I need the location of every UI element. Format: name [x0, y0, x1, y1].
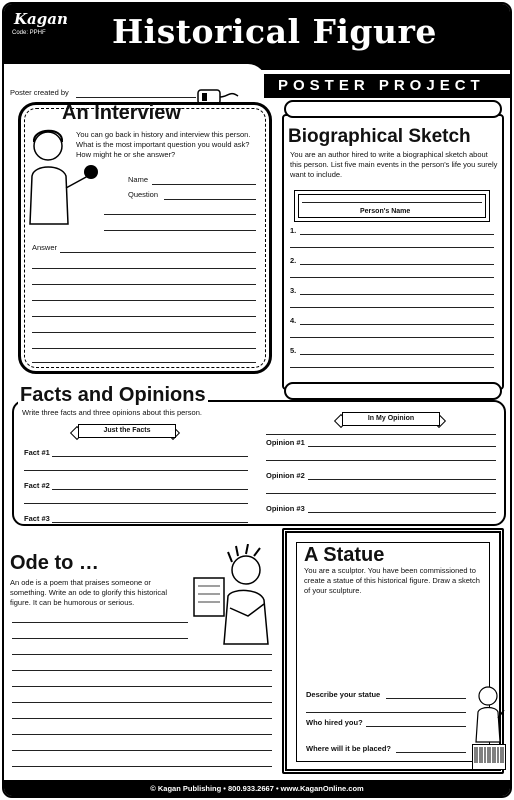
- describe-statue-line-b[interactable]: [306, 712, 466, 713]
- interview-instructions: You can go back in history and interview this person. What is the most important question you would ask? How might he or she answer?: [76, 130, 251, 159]
- ode-line-7[interactable]: [12, 718, 272, 719]
- answer-line-4[interactable]: [32, 300, 256, 301]
- ode-instructions: An ode is a poem that praises someone or something. Write an ode to glorify this historical figure. It can be humorous or serious.: [10, 578, 168, 607]
- ode-line-8[interactable]: [12, 734, 272, 735]
- ode-line-6[interactable]: [12, 702, 272, 703]
- statue-instructions: You are a sculptor. You have been commissioned to create a statue of this historical figure. Draw a sketch of your sculpture.: [304, 566, 480, 595]
- describe-statue-label: Describe your statue: [306, 690, 381, 699]
- bio-number-1: 1.: [290, 226, 297, 235]
- bio-number-3: 3.: [290, 286, 297, 295]
- ode-line-2[interactable]: [12, 638, 188, 639]
- answer-label: Answer: [32, 243, 58, 252]
- statue-heading: A Statue: [304, 544, 385, 566]
- opinion-1-label: Opinion #1: [266, 438, 305, 447]
- barcode-icon: [472, 744, 506, 770]
- bio-number-5: 5.: [290, 346, 297, 355]
- answer-line-7[interactable]: [32, 348, 256, 349]
- poster-project-bar: POSTER PROJECT: [264, 74, 510, 98]
- poster: [2, 2, 512, 798]
- ode-line-9[interactable]: [12, 750, 272, 751]
- fact-2-label: Fact #2: [24, 481, 50, 490]
- bio-line-5a[interactable]: [300, 354, 494, 355]
- name-line[interactable]: [152, 184, 256, 185]
- answer-line-8[interactable]: [32, 362, 256, 363]
- fact-1-line-a[interactable]: [52, 456, 248, 457]
- who-hired-line[interactable]: [366, 726, 466, 727]
- fact-3-line-a[interactable]: [52, 522, 248, 523]
- bio-heading: Biographical Sketch: [288, 126, 471, 147]
- scroll-bottom-roll: [284, 382, 502, 400]
- poster-created-by-line[interactable]: [76, 97, 196, 98]
- opinion-3-line-a[interactable]: [308, 512, 496, 513]
- fact-1-label: Fact #1: [24, 448, 50, 457]
- question-line-2[interactable]: [104, 214, 256, 215]
- opinion-2-line-b[interactable]: [266, 493, 496, 494]
- ode-heading: Ode to …: [10, 552, 99, 574]
- in-my-opinion-banner: In My Opinion: [342, 412, 440, 426]
- kagan-logo: Kagan: [14, 10, 68, 28]
- bio-line-3b[interactable]: [290, 307, 494, 308]
- placed-label: Where will it be placed?: [306, 744, 392, 753]
- bio-number-2: 2.: [290, 256, 297, 265]
- bio-line-2a[interactable]: [300, 264, 494, 265]
- opinion-1-line-a[interactable]: [308, 446, 496, 447]
- just-the-facts-banner: Just the Facts: [78, 424, 176, 438]
- fact-2-line-b[interactable]: [24, 503, 248, 504]
- bio-line-4a[interactable]: [300, 324, 494, 325]
- bio-number-4: 4.: [290, 316, 297, 325]
- name-label: Name: [128, 175, 149, 184]
- interview-heading: An Interview: [62, 102, 181, 124]
- opinion-3-label: Opinion #3: [266, 504, 305, 513]
- opinion-line-top[interactable]: [266, 434, 496, 435]
- question-line[interactable]: [164, 199, 256, 200]
- opinion-1-line-b[interactable]: [266, 460, 496, 461]
- ode-line-10[interactable]: [12, 766, 272, 767]
- who-hired-label: Who hired you?: [306, 718, 363, 727]
- answer-line-5[interactable]: [32, 316, 256, 317]
- poster-created-by-label: Poster created by: [10, 88, 69, 97]
- bio-instructions: You are an author hired to write a biographical sketch about this person. List five main events in the person's life you surely want to include.: [290, 150, 498, 179]
- fact-2-line-a[interactable]: [52, 489, 248, 490]
- footer: © Kagan Publishing • 800.933.2667 • www.KaganOnline.com: [4, 780, 510, 798]
- persons-name-line[interactable]: [302, 202, 482, 203]
- interviewer-illustration-icon: [18, 124, 104, 236]
- question-line-3[interactable]: [104, 230, 256, 231]
- bio-line-1b[interactable]: [290, 247, 494, 248]
- describe-statue-line-a[interactable]: [386, 698, 466, 699]
- answer-line-6[interactable]: [32, 332, 256, 333]
- ode-line-4[interactable]: [12, 670, 272, 671]
- ode-line-3[interactable]: [12, 654, 272, 655]
- header-band: [4, 4, 510, 70]
- answer-line-1[interactable]: [60, 252, 256, 253]
- page-title: Historical Figure: [112, 12, 437, 51]
- fact-1-line-b[interactable]: [24, 470, 248, 471]
- opinion-2-line-a[interactable]: [308, 479, 496, 480]
- opinion-2-label: Opinion #2: [266, 471, 305, 480]
- persons-name-label: Person's Name: [360, 208, 411, 215]
- answer-line-2[interactable]: [32, 268, 256, 269]
- persons-name-box[interactable]: [294, 190, 490, 222]
- facts-heading: Facts and Opinions: [20, 384, 206, 406]
- answer-line-3[interactable]: [32, 284, 256, 285]
- bio-line-3a[interactable]: [300, 294, 494, 295]
- bio-line-2b[interactable]: [290, 277, 494, 278]
- question-label: Question: [128, 190, 159, 199]
- ode-line-5[interactable]: [12, 686, 272, 687]
- sculptor-illustration-icon: [470, 684, 506, 744]
- scroll-top-roll: [284, 100, 502, 118]
- bio-line-4b[interactable]: [290, 337, 494, 338]
- ode-line-1[interactable]: [12, 622, 188, 623]
- fact-3-label: Fact #3: [24, 514, 50, 523]
- placed-line[interactable]: [396, 752, 466, 753]
- bio-line-5b[interactable]: [290, 367, 494, 368]
- facts-instructions: Write three facts and three opinions about this person.: [22, 408, 202, 417]
- poet-illustration-icon: [188, 544, 276, 656]
- product-code: Code: PPHF: [12, 30, 46, 36]
- bio-line-1a[interactable]: [300, 234, 494, 235]
